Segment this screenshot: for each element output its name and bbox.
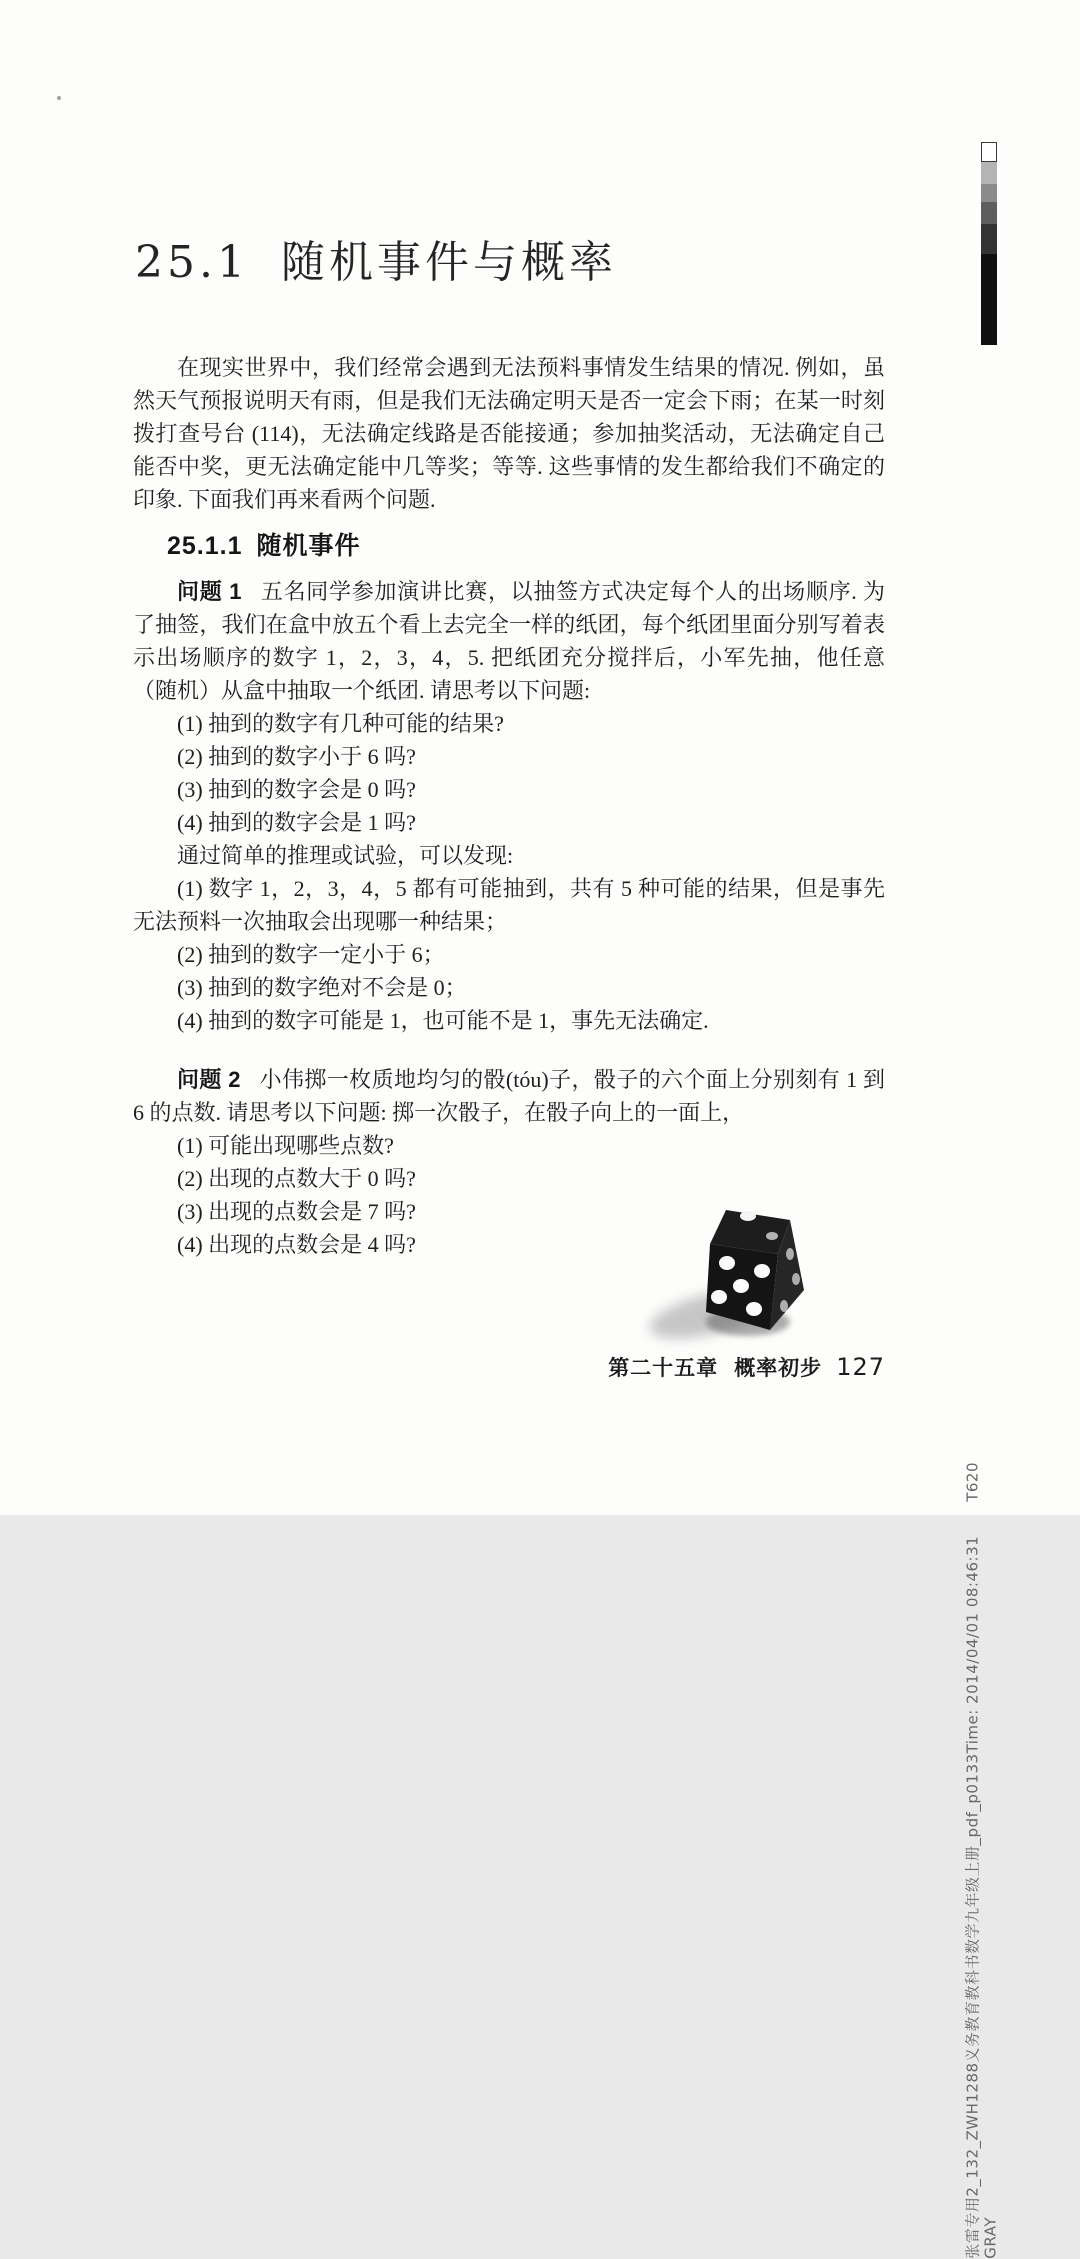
transition-line: 通过简单的推理或试验，可以发现: [177,842,514,868]
gray-step [981,142,997,162]
problem2-text: 小伟掷一枚质地均匀的骰(tóu)子，骰子的六个面上分别刻有 1 到 6 的点数. 请思考以下问题: 掷一次骰子，在骰子向上的一面上， [133,1066,885,1125]
subsection-heading: 25.1.1 随机事件 [167,531,361,560]
gray-step [981,162,997,184]
finding-item: (1) 数字 1，2，3，4，5 都有可能抽到，共有 5 种可能的结果，但是事先无法预料一次抽取会出现哪一种结果； [133,875,885,934]
footer-page-number: 127 [836,1353,885,1381]
problem1-label: 问题 1 [177,578,242,604]
watermark-tag: T620 [964,1462,982,1502]
dice-image [648,1192,858,1357]
dice-illustration [648,1192,858,1357]
grayscale-calibration-strip [981,142,997,345]
finding-item: (4) 抽到的数字可能是 1，也可能不是 1，事先无法确定. [177,1007,709,1033]
question-item: (2) 出现的点数大于 0 吗? [177,1165,416,1191]
footer-section: 概率初步 [734,1357,823,1380]
gray-step [981,254,997,345]
question-item: (2) 抽到的数字小于 6 吗? [177,743,416,769]
gray-step [981,184,997,202]
intro-paragraph: 在现实世界中，我们经常会遇到无法预料事情发生结果的情况. 例如，虽然天气预报说明天有雨，但是我们无法确定明天是否一定会下雨；在某一时刻拨打查号台 (114)，无法确定线路是否能接通；参加抽奖活动，无法确定自己能否中奖，更无法确定能中几等奖；等等. 这些事情的发生都给我们不确定的印象. 下面我们再来看两个问题. [133,354,885,512]
gray-step [981,224,997,254]
footer-chapter: 第二十五章 [608,1357,719,1380]
question-item: (3) 抽到的数字会是 0 吗? [177,776,416,802]
gray-step [981,202,997,224]
question-item: (4) 抽到的数字会是 1 吗? [177,809,416,835]
watermark-line1: 张雷专用2_132_ZWH1288义务教育教科书数学九年级上册_pdf_p0133Time: 2014/04/01 08:46:31T620 [964,1462,982,2259]
question-item: (3) 出现的点数会是 7 吗? [177,1198,416,1224]
problem2-paragraph [133,1063,885,1129]
page-footer [133,1352,885,1382]
scanner-watermark [964,1462,1000,2259]
question-item: (1) 抽到的数字有几种可能的结果? [177,710,504,736]
question-item: (4) 出现的点数会是 4 吗? [177,1231,416,1257]
page-content [133,238,885,1261]
problem2-label: 问题 2 [177,1066,241,1092]
question-item: (1) 可能出现哪些点数? [177,1132,394,1158]
finding-item: (3) 抽到的数字绝对不会是 0； [177,974,467,1000]
watermark-line2: GRAY [982,2216,1000,2259]
problem1-paragraph [133,575,885,707]
finding-item: (2) 抽到的数字一定小于 6； [177,941,445,967]
problem1-text: 五名同学参加演讲比赛，以抽签方式决定每个人的出场顺序. 为了抽签，我们在盒中放五个看上去完全一样的纸团，每个纸团里面分别写着表示出场顺序的数字 1，2，3，4，5. 把纸团充分搅拌后，小军先抽，他任意（随机）从盒中抽取一个纸团. 请思考以下问题: [133,578,885,703]
chapter-section-title: 25.1 随机事件与概率 [135,237,617,288]
scan-speck [57,96,61,100]
